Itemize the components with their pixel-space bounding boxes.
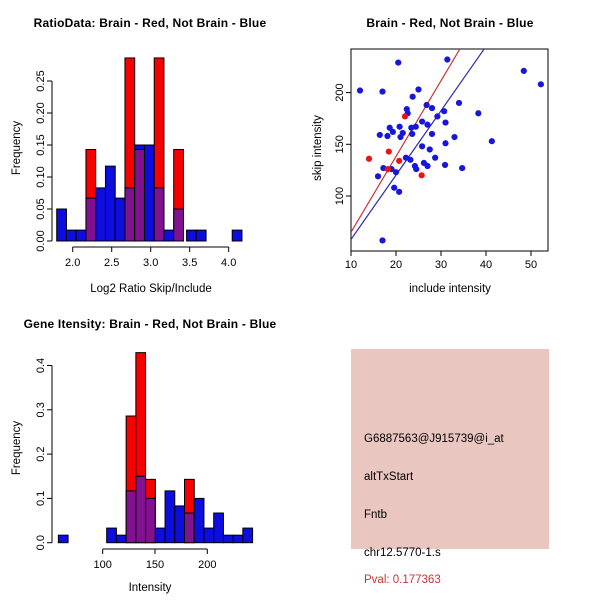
gene-intensity-ylabel: Frequency [11, 420, 23, 476]
gene-info-panel [300, 300, 600, 600]
data-point-blue [419, 143, 425, 149]
data-point-blue [409, 131, 415, 137]
hist-bar [66, 230, 76, 241]
data-point-blue [391, 185, 397, 191]
data-point-blue [390, 129, 396, 135]
hist-bar [57, 209, 67, 241]
gene-intensity-plot-area [35, 353, 253, 571]
data-point-blue [413, 166, 419, 172]
data-point-blue [424, 122, 430, 128]
hist-bar [214, 513, 224, 543]
data-point-blue [475, 110, 481, 116]
hist-bar [164, 230, 174, 241]
data-point-blue [410, 94, 416, 100]
data-point-blue [442, 119, 448, 125]
hist-bar-overlap [126, 491, 136, 543]
data-point-red [366, 156, 372, 162]
data-point-blue [451, 134, 457, 140]
locus-text: chr12.5770-1.s [364, 547, 441, 559]
data-point-blue [459, 165, 465, 171]
ratio-histogram-plot-area [35, 58, 242, 269]
gene-intensity-xlabel: Intensity [128, 582, 172, 594]
y-tick-label: 0.0 [35, 535, 47, 551]
intensity-scatter-plot-area [334, 49, 548, 271]
intensity-scatter-title: Brain - Red, Not Brain - Blue [366, 16, 534, 30]
hist-bar-overlap [184, 513, 194, 543]
x-tick-label: 2.0 [65, 257, 81, 269]
x-tick-label: 4.0 [221, 257, 237, 269]
data-point-blue [442, 140, 448, 146]
data-point-blue [441, 108, 447, 114]
hist-bar [76, 230, 86, 241]
data-point-blue [424, 102, 430, 108]
data-point-blue [384, 133, 390, 139]
gene-intensity-histogram-panel [0, 300, 300, 600]
hist-bar [204, 528, 214, 543]
data-point-blue [521, 68, 527, 74]
red-regression-line [351, 49, 460, 232]
intensity-scatter-xlabel: include intensity [409, 283, 491, 295]
x-tick-label: 2.5 [104, 257, 120, 269]
y-tick-label: 0.1 [35, 490, 47, 507]
y-tick-label: 0.05 [35, 198, 47, 220]
x-tick-label: 3.0 [143, 257, 159, 269]
pval-text: Pval: 0.177363 [364, 574, 441, 586]
x-tick-label: 40 [479, 259, 493, 271]
gene-info-box [351, 349, 549, 586]
intensity-scatter-ylabel: skip intensity [312, 115, 324, 181]
y-tick-label: 0.15 [35, 134, 47, 156]
x-tick-label: 10 [344, 259, 358, 271]
y-tick-label: 0.25 [35, 70, 47, 92]
ratio-histogram-ylabel: Frequency [11, 120, 23, 176]
intensity-scatter-panel [300, 0, 600, 300]
blue-regression-line [351, 49, 484, 239]
hist-bar-overlap [154, 188, 164, 241]
data-point-blue [357, 87, 363, 93]
hist-bar-overlap [136, 476, 146, 542]
y-tick-label: 100 [334, 186, 346, 206]
x-tick-label: 50 [524, 259, 538, 271]
data-point-blue [393, 169, 399, 175]
hist-bar [144, 145, 154, 241]
hist-bar [194, 498, 204, 542]
hist-bar [105, 166, 115, 241]
ratio-histogram-title: RatioData: Brain - Red, Not Brain - Blue [33, 16, 267, 30]
data-point-blue [444, 56, 450, 62]
hist-bar-overlap [135, 149, 145, 241]
data-point-blue [427, 146, 433, 152]
x-tick-label: 200 [198, 559, 217, 571]
data-point-red [386, 148, 392, 154]
x-tick-label: 3.5 [182, 257, 198, 269]
y-tick-label: 0.2 [35, 446, 47, 462]
data-point-red [385, 166, 391, 172]
data-point-blue [432, 155, 438, 161]
hist-bar [187, 230, 197, 241]
data-point-blue [377, 132, 383, 138]
y-tick-label: 0.4 [35, 357, 47, 374]
data-point-blue [421, 160, 427, 166]
y-tick-label: 200 [334, 83, 346, 102]
x-tick-label: 20 [389, 259, 403, 271]
data-point-blue [407, 157, 413, 163]
hist-bar [96, 188, 106, 241]
y-tick-label: 0.20 [35, 102, 47, 124]
hist-bar [155, 528, 165, 543]
y-tick-label: 150 [334, 135, 346, 154]
data-point-blue [415, 86, 421, 92]
x-tick-label: 30 [434, 259, 448, 271]
data-point-blue [442, 162, 448, 168]
data-point-blue [456, 100, 462, 106]
hist-bar [233, 535, 243, 543]
hist-bar [196, 230, 206, 241]
data-point-blue [419, 118, 425, 124]
data-point-red [396, 158, 402, 164]
data-point-blue [397, 124, 403, 130]
y-tick-label: 0.10 [35, 166, 47, 188]
plot-box [351, 49, 548, 251]
hist-bar [107, 528, 117, 543]
y-tick-label: 0.00 [35, 230, 47, 252]
data-point-blue [429, 131, 435, 137]
gene-name-text: Fntb [364, 509, 388, 521]
ratio-histogram-xlabel: Log2 Ratio Skip/Include [90, 283, 212, 295]
data-point-blue [396, 189, 402, 195]
hist-bar [115, 198, 125, 241]
hist-bar-overlap [125, 188, 135, 241]
hist-bar [243, 528, 253, 543]
hist-bar-overlap [86, 198, 96, 241]
data-point-blue [429, 105, 435, 111]
hist-bar [58, 535, 68, 543]
probe-id-text: G6887563@J915739@i_at [364, 433, 504, 445]
hist-bar-overlap [174, 209, 184, 241]
data-point-blue [489, 138, 495, 144]
event-type-text: altTxStart [364, 471, 414, 483]
x-tick-label: 100 [93, 559, 112, 571]
data-point-blue [434, 113, 440, 119]
data-point-blue [408, 125, 414, 131]
y-tick-label: 0.3 [35, 402, 47, 418]
ratio-histogram-panel [0, 0, 300, 300]
data-point-blue [375, 173, 381, 179]
data-point-blue [395, 60, 401, 66]
data-point-blue [538, 81, 544, 87]
data-point-blue [397, 134, 403, 140]
data-point-red [402, 113, 408, 119]
hist-bar-overlap [146, 498, 156, 542]
x-tick-label: 150 [145, 559, 165, 571]
hist-bar [175, 506, 185, 543]
hist-bar [116, 535, 126, 543]
data-point-blue [379, 237, 385, 243]
hist-bar [165, 491, 175, 543]
gene-intensity-title: Gene Itensity: Brain - Red, Not Brain - Blue [23, 317, 277, 331]
hist-bar [223, 535, 233, 543]
data-point-blue [379, 88, 385, 94]
data-point-red [419, 172, 425, 178]
hist-bar [232, 230, 242, 241]
